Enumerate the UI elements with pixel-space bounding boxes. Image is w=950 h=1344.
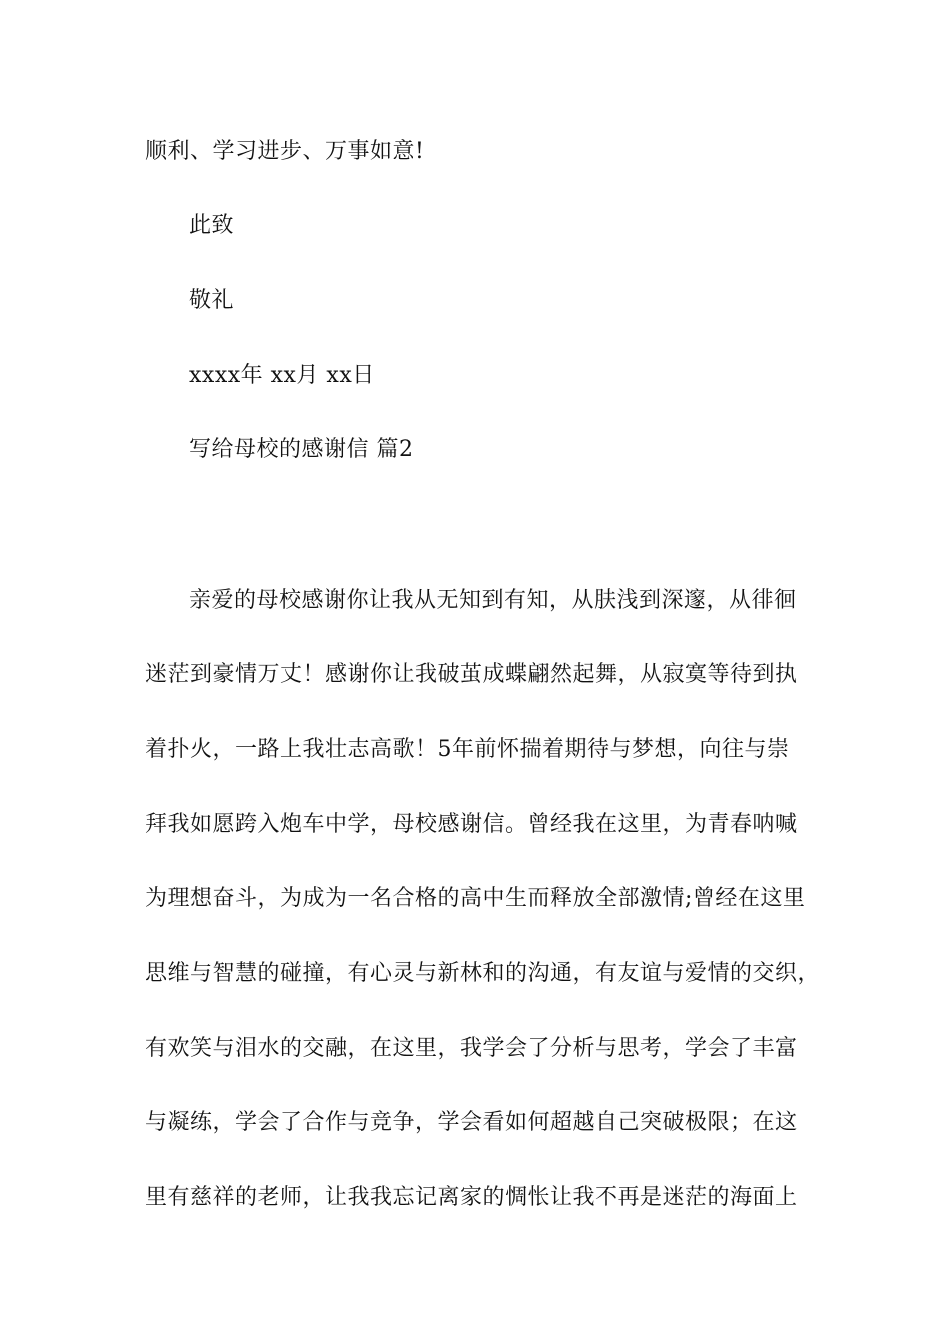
section-title: 写给母校的感谢信 篇2	[189, 437, 414, 462]
paragraph-line: 亲爱的母校感谢你让我从无知到有知，从肤浅到深邃，从徘徊	[189, 588, 797, 613]
paragraph-line: 与凝练，学会了合作与竞争，学会看如何超越自己突破极限；在这	[145, 1110, 798, 1135]
paragraph-line: 思维与智慧的碰撞，有心灵与新林和的沟通，有友谊与爱情的交织，	[145, 961, 821, 986]
paragraph-line: 里有慈祥的老师，让我我忘记离家的惆怅让我不再是迷茫的海面上	[145, 1185, 798, 1210]
paragraph-line: 为理想奋斗，为成为一名合格的高中生而释放全部激情;曾经在这里	[145, 886, 806, 911]
paragraph-line: 着扑火，一路上我壮志高歌！5年前怀揣着期待与梦想，向往与崇	[145, 737, 790, 762]
closing-line: 顺利、学习进步、万事如意!	[145, 139, 425, 164]
salutation-line-2: 敬礼	[189, 288, 235, 313]
salutation-line-1: 此致	[189, 213, 235, 238]
paragraph-line: 有欢笑与泪水的交融，在这里，我学会了分析与思考，学会了丰富	[145, 1036, 798, 1061]
date-line: xxxx年 xx月 xx日	[189, 363, 375, 388]
paragraph-line: 迷茫到豪情万丈！感谢你让我破茧成蝶翩然起舞，从寂寞等待到执	[145, 662, 798, 687]
paragraph-line: 拜我如愿跨入炮车中学，母校感谢信。曾经我在这里，为青春呐喊	[145, 812, 798, 837]
